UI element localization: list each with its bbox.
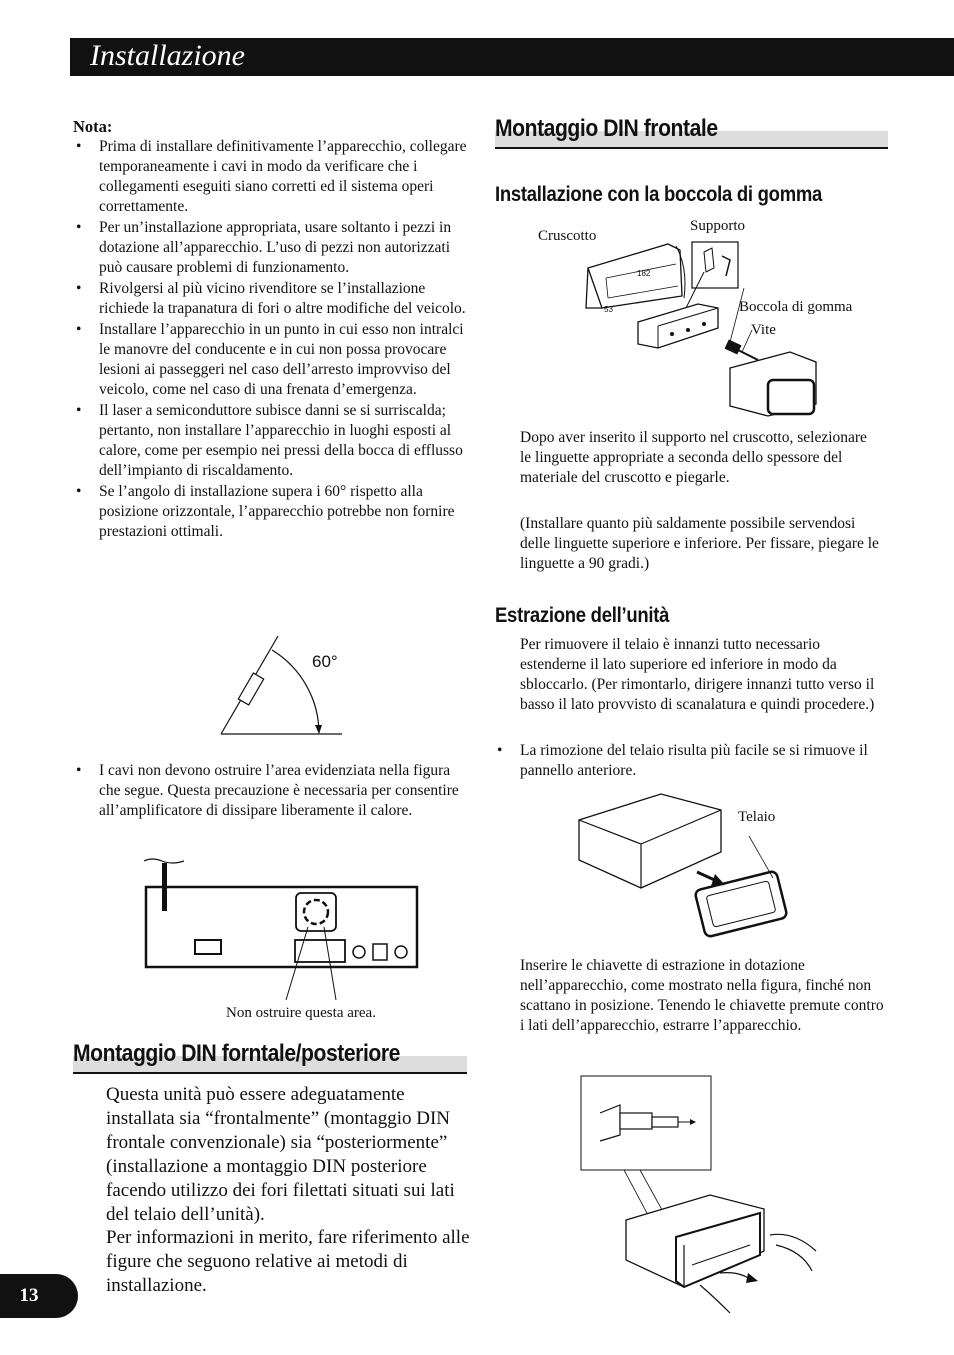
section-paragraph: Per informazioni in merito, fare riferimento alle figure che seguono relative ai metodi di installazione. — [106, 1227, 470, 1296]
dimension-label: 53 — [604, 305, 613, 314]
note-item: • Prima di installare definitivamente l’apparecchio, collegare temporaneamente i cavi in modo da verificare che i collegamenti eseguiti siano corretti ed il sistema operi correttamente. — [73, 137, 473, 217]
angle-label: 60° — [312, 652, 338, 671]
paragraph: Dopo aver inserito il supporto nel cruscotto, selezionare le linguette appropriate a seconda dello spessore del materiale del cruscotto e piegarle. — [520, 429, 867, 486]
note-item: • Installare l’apparecchio in un punto in cui esso non intralci le manovre del conducente e in cui non possa provocare lesioni ai passeggeri nel caso dell’arresto improvviso del veicolo, come nel caso di una frenata d’emergenza. — [73, 320, 473, 400]
page-number: 13 — [0, 1274, 78, 1318]
diagram-caption: Non ostruire questa area. — [226, 1005, 376, 1021]
section-rule — [495, 147, 888, 149]
note-list — [73, 137, 473, 543]
removal-note — [494, 741, 888, 782]
label-supporto: Supporto — [690, 218, 746, 234]
paragraph: (Installare quanto più saldamente possibile servendosi delle linguette superiore e inferiore. Per fissare, piegare le linguette a 90 gradi.) — [520, 515, 879, 572]
note-item: • Se l’angolo di installazione supera i 60° rispetto alla posizione orizzontale, l’apparecchio potrebbe non fornire prestazioni ottimali. — [73, 482, 473, 542]
label-boccola: Boccola di gomma — [739, 299, 853, 315]
section-paragraph: Questa unità può essere adeguatamente installata sia “frontalmente” (montaggio DIN frontale convenzionale) sia “posteriormente” (installazione a montaggio DIN posteriore facendo utilizzo dei fori filettati situati sui lati del telaio dell’unità). — [106, 1084, 455, 1225]
paragraph: Per rimuovere il telaio è innanzi tutto necessario estenderne il lato superiore ed inferiore in modo da sbloccarlo. (Per rimontarlo, dirigere innanzi tutto verso il basso il lato provvisto di scanalatura e quindi procedere.) — [520, 636, 875, 713]
section-title: Montaggio DIN forntale/posteriore — [73, 1040, 400, 1067]
rear-panel-diagram — [140, 855, 425, 1005]
cables-note — [73, 761, 473, 822]
page-title: Installazione — [90, 39, 245, 72]
note-item: • I cavi non devono ostruire l’area evidenziata nella figura che segue. Questa precauzione è necessaria per consentire all’amplificatore di dissipare liberamente il calore. — [73, 761, 473, 821]
note-item: • La rimozione del telaio risulta più facile se si rimuove il pannello anteriore. — [494, 741, 888, 781]
extraction-figure — [580, 1075, 830, 1320]
note-item: • Rivolgersi al più vicino rivenditore se l’installazione richiede la trapanatura di fori o altre modifiche del veicolo. — [73, 279, 473, 319]
installation-figure — [580, 238, 830, 423]
note-heading: Nota: — [73, 117, 113, 136]
subsection-title: Installazione con la boccola di gomma — [495, 183, 823, 206]
label-telaio: Telaio — [738, 809, 776, 825]
label-vite: Vite — [751, 322, 776, 338]
subsection-title: Estrazione dell’unità — [495, 604, 670, 627]
label-cruscotto: Cruscotto — [538, 228, 597, 244]
paragraph: Inserire le chiavette di estrazione in dotazione nell’apparecchio, come mostrato nella figura, finché non scattano in posizione. Tenendo le chiavette premute contro i lati dell’apparecchio, estrarre l’apparecchio. — [520, 957, 884, 1034]
angle-diagram — [215, 630, 350, 740]
dimension-label: 182 — [637, 269, 651, 278]
section-rule — [73, 1072, 467, 1074]
note-item: • Per un’installazione appropriata, usare soltanto i pezzi in dotazione all’apparecchio. L’uso di pezzi non autorizzati può causare problemi di funzionamento. — [73, 218, 473, 278]
note-item: • Il laser a semiconduttore subisce danni se si surriscalda; pertanto, non installare l’apparecchio in luoghi esposti al calore, come per esempio nei pressi della bocca di efflusso dell’impianto di riscaldamento. — [73, 401, 473, 481]
section-title: Montaggio DIN frontale — [495, 115, 718, 142]
